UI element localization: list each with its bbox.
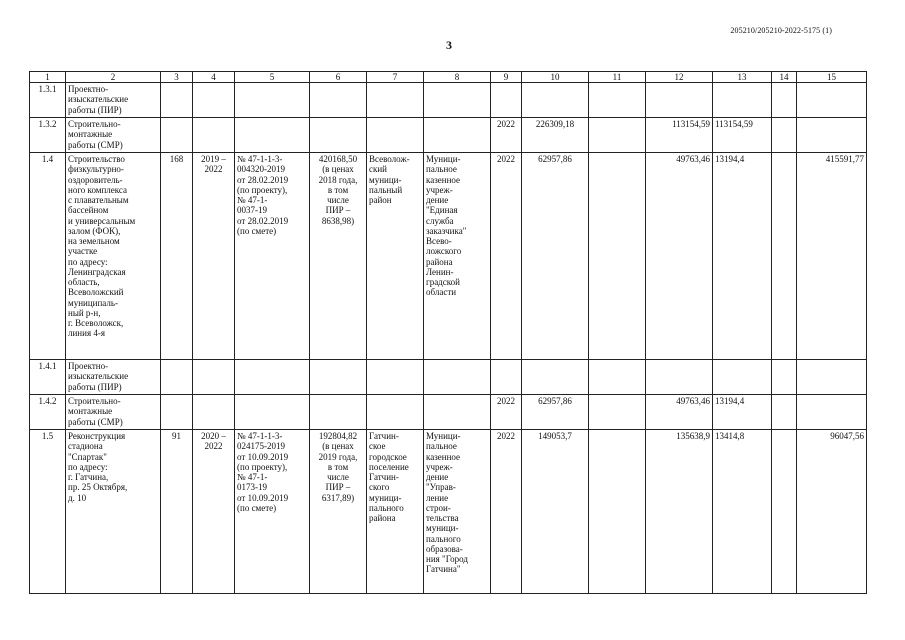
cell-text: 1.3.2 bbox=[38, 119, 57, 129]
column-header-3: 3 bbox=[161, 72, 193, 83]
table-cell-col-13 bbox=[713, 395, 772, 430]
table-cell-col-8 bbox=[424, 430, 491, 594]
table-cell-col-3 bbox=[161, 360, 193, 395]
cell-text: Строительно- монтажные работы (СМР) bbox=[68, 396, 123, 427]
table-cell-col-8 bbox=[424, 118, 491, 153]
table-cell-col-3 bbox=[161, 83, 193, 118]
table-cell-col-1 bbox=[30, 430, 66, 594]
cell-text: 113154,59 bbox=[715, 119, 753, 129]
cell-text: 168 bbox=[169, 154, 184, 164]
table-cell-col-7 bbox=[367, 118, 424, 153]
table-cell-col-4 bbox=[193, 430, 235, 594]
table-cell-col-12 bbox=[646, 83, 713, 118]
column-header-1: 1 bbox=[30, 72, 66, 83]
table-cell-col-4 bbox=[193, 153, 235, 360]
table-cell-col-8 bbox=[424, 395, 491, 430]
table-cell-col-10 bbox=[522, 118, 589, 153]
cell-text: 1.4 bbox=[41, 154, 54, 164]
cell-text: 2022 bbox=[497, 154, 515, 164]
cell-text: 62957,86 bbox=[538, 154, 572, 164]
cell-text: Проектно- изыскательские работы (ПИР) bbox=[68, 361, 129, 392]
cell-text: 2019 – 2022 bbox=[201, 154, 226, 175]
table-cell-col-2 bbox=[66, 83, 161, 118]
header-row bbox=[30, 72, 867, 83]
cell-text: Реконструкция стадиона "Спартак" по адресу: г. Гатчина, пр. 25 Октября, д. 10 bbox=[68, 431, 128, 503]
table-cell-col-2 bbox=[66, 118, 161, 153]
cell-text: Строительство физкультурно- оздоровитель- ного комплекса с плавательным бассейном и универсальным залом (ФОК), на земельном участке по адресу: Ленинградская область, Всеволожский муниципаль- ный р-н, г. Всеволожск, линия 4-я bbox=[68, 154, 136, 339]
table-cell-col-5 bbox=[235, 118, 310, 153]
cell-text: 13194,4 bbox=[715, 396, 745, 406]
table-cell-col-1 bbox=[30, 118, 66, 153]
table-row bbox=[30, 153, 867, 360]
table-cell-col-3 bbox=[161, 118, 193, 153]
column-header-10: 10 bbox=[522, 72, 589, 83]
table-cell-col-15 bbox=[797, 395, 867, 430]
table-cell-col-9 bbox=[491, 83, 522, 118]
cell-text: 49763,46 bbox=[676, 154, 710, 164]
table-row bbox=[30, 395, 867, 430]
table-cell-col-11 bbox=[589, 153, 646, 360]
table-cell-col-8 bbox=[424, 153, 491, 360]
table-cell-col-5 bbox=[235, 83, 310, 118]
table-cell-col-15 bbox=[797, 153, 867, 360]
cell-text: 226309,18 bbox=[535, 119, 575, 129]
table-cell-col-2 bbox=[66, 360, 161, 395]
column-header-4: 4 bbox=[193, 72, 235, 83]
table-cell-col-1 bbox=[30, 360, 66, 395]
table-cell-col-5 bbox=[235, 395, 310, 430]
table-cell-col-14 bbox=[772, 118, 797, 153]
table-cell-col-9 bbox=[491, 360, 522, 395]
cell-text: Муници- пальное казенное учреж- дение "Единая служба заказчика" Всево- ложского района Ленин- градской области bbox=[426, 154, 467, 298]
table-cell-col-8 bbox=[424, 360, 491, 395]
cell-text: 62957,86 bbox=[538, 396, 572, 406]
cell-text: 49763,46 bbox=[676, 396, 710, 406]
cell-text: 2022 bbox=[497, 119, 515, 129]
table-cell-col-2 bbox=[66, 395, 161, 430]
table-cell-col-10 bbox=[522, 83, 589, 118]
table-cell-col-11 bbox=[589, 83, 646, 118]
column-header-14: 14 bbox=[772, 72, 797, 83]
table-cell-col-6 bbox=[310, 395, 367, 430]
cell-text: 96047,56 bbox=[830, 431, 864, 441]
cell-text: Строительно- монтажные работы (СМР) bbox=[68, 119, 123, 150]
column-header-5: 5 bbox=[235, 72, 310, 83]
table-cell-col-12 bbox=[646, 153, 713, 360]
table-cell-col-3 bbox=[161, 430, 193, 594]
table-cell-col-11 bbox=[589, 430, 646, 594]
table-cell-col-2 bbox=[66, 430, 161, 594]
cell-text: 1.4.1 bbox=[38, 361, 57, 371]
table-row bbox=[30, 83, 867, 118]
table-cell-col-14 bbox=[772, 430, 797, 594]
table-cell-col-6 bbox=[310, 430, 367, 594]
cell-text: 420168,50 (в ценах 2018 года, в том числе ПИР – 8638,98) bbox=[318, 154, 358, 226]
cell-text: Муници- пальное казенное учреж- дение "Управ- ление строи- тельства муници- пального образова- ния "Город Гатчина" bbox=[426, 431, 468, 575]
table-cell-col-7 bbox=[367, 395, 424, 430]
cell-text: № 47-1-1-3- 004320-2019 от 28.02.2019 (по проекту), № 47-1- 0037-19 от 28.02.2019 (по смете) bbox=[237, 154, 289, 236]
table-cell-col-10 bbox=[522, 360, 589, 395]
table-cell-col-5 bbox=[235, 430, 310, 594]
table-cell-col-1 bbox=[30, 153, 66, 360]
cell-text: Проектно- изыскательские работы (ПИР) bbox=[68, 84, 129, 115]
column-header-7: 7 bbox=[367, 72, 424, 83]
cell-text: Всеволож- ский муници- пальный район bbox=[369, 154, 410, 205]
document-id: 205210/205210-2022-5175 (1) bbox=[730, 26, 832, 35]
table-cell-col-6 bbox=[310, 118, 367, 153]
table-cell-col-11 bbox=[589, 118, 646, 153]
table-row bbox=[30, 430, 867, 594]
table-cell-col-12 bbox=[646, 430, 713, 594]
cell-text: 149053,7 bbox=[538, 431, 572, 441]
table-cell-col-13 bbox=[713, 430, 772, 594]
table-cell-col-10 bbox=[522, 430, 589, 594]
table-cell-col-13 bbox=[713, 360, 772, 395]
table-cell-col-5 bbox=[235, 360, 310, 395]
cell-text: 192804,82 (в ценах 2019 года, в том числе ПИР – 6317,89) bbox=[318, 431, 358, 503]
table-cell-col-9 bbox=[491, 395, 522, 430]
column-header-2: 2 bbox=[66, 72, 161, 83]
table-cell-col-7 bbox=[367, 430, 424, 594]
table-cell-col-11 bbox=[589, 360, 646, 395]
cell-text: 2022 bbox=[497, 431, 515, 441]
table-cell-col-9 bbox=[491, 118, 522, 153]
cell-text: 13194,4 bbox=[715, 154, 745, 164]
cell-text: 113154,59 bbox=[672, 119, 710, 129]
table-row bbox=[30, 118, 867, 153]
cell-text: 1.5 bbox=[41, 431, 54, 441]
cell-text: Гатчин- ское городское поселение Гатчин- ского муници- пального района bbox=[369, 431, 409, 523]
table-cell-col-10 bbox=[522, 153, 589, 360]
table-cell-col-2 bbox=[66, 153, 161, 360]
cell-text: 2022 bbox=[497, 396, 515, 406]
table-cell-col-6 bbox=[310, 360, 367, 395]
column-header-12: 12 bbox=[646, 72, 713, 83]
cell-text: № 47-1-1-3- 024175-2019 от 10.09.2019 (по проекту), № 47-1- 0173-19 от 10.09.2019 (по смете) bbox=[237, 431, 289, 513]
column-header-8: 8 bbox=[424, 72, 491, 83]
table-cell-col-12 bbox=[646, 360, 713, 395]
table-cell-col-14 bbox=[772, 395, 797, 430]
column-header-11: 11 bbox=[589, 72, 646, 83]
table-cell-col-9 bbox=[491, 430, 522, 594]
table-cell-col-13 bbox=[713, 83, 772, 118]
table-cell-col-6 bbox=[310, 83, 367, 118]
table-cell-col-13 bbox=[713, 118, 772, 153]
column-header-13: 13 bbox=[713, 72, 772, 83]
cell-text: 91 bbox=[172, 431, 181, 441]
cell-text: 415591,77 bbox=[825, 154, 864, 164]
table-cell-col-10 bbox=[522, 395, 589, 430]
cell-text: 1.3.1 bbox=[38, 84, 57, 94]
table-cell-col-4 bbox=[193, 360, 235, 395]
table-cell-col-15 bbox=[797, 83, 867, 118]
table-cell-col-9 bbox=[491, 153, 522, 360]
table-cell-col-1 bbox=[30, 83, 66, 118]
cell-text: 1.4.2 bbox=[38, 396, 57, 406]
table-cell-col-15 bbox=[797, 360, 867, 395]
table-cell-col-7 bbox=[367, 83, 424, 118]
table-cell-col-14 bbox=[772, 360, 797, 395]
table-cell-col-13 bbox=[713, 153, 772, 360]
table-cell-col-3 bbox=[161, 395, 193, 430]
column-header-9: 9 bbox=[491, 72, 522, 83]
table-cell-col-5 bbox=[235, 153, 310, 360]
table-cell-col-6 bbox=[310, 153, 367, 360]
table-cell-col-14 bbox=[772, 153, 797, 360]
table-cell-col-8 bbox=[424, 83, 491, 118]
table-cell-col-14 bbox=[772, 83, 797, 118]
table-cell-col-15 bbox=[797, 430, 867, 594]
column-header-6: 6 bbox=[310, 72, 367, 83]
table-cell-col-12 bbox=[646, 118, 713, 153]
cell-text: 2020 – 2022 bbox=[201, 431, 226, 452]
cell-text: 13414,8 bbox=[715, 431, 745, 441]
table-cell-col-11 bbox=[589, 395, 646, 430]
table-cell-col-7 bbox=[367, 153, 424, 360]
cell-text: 135638,9 bbox=[676, 431, 710, 441]
table-cell-col-4 bbox=[193, 118, 235, 153]
table-cell-col-4 bbox=[193, 83, 235, 118]
table-cell-col-1 bbox=[30, 395, 66, 430]
table-cell-col-12 bbox=[646, 395, 713, 430]
table-row bbox=[30, 360, 867, 395]
page-number: 3 bbox=[446, 38, 452, 52]
table-cell-col-4 bbox=[193, 395, 235, 430]
table-cell-col-3 bbox=[161, 153, 193, 360]
table-cell-col-15 bbox=[797, 118, 867, 153]
table-cell-col-7 bbox=[367, 360, 424, 395]
column-header-15: 15 bbox=[797, 72, 867, 83]
data-table bbox=[29, 71, 867, 594]
